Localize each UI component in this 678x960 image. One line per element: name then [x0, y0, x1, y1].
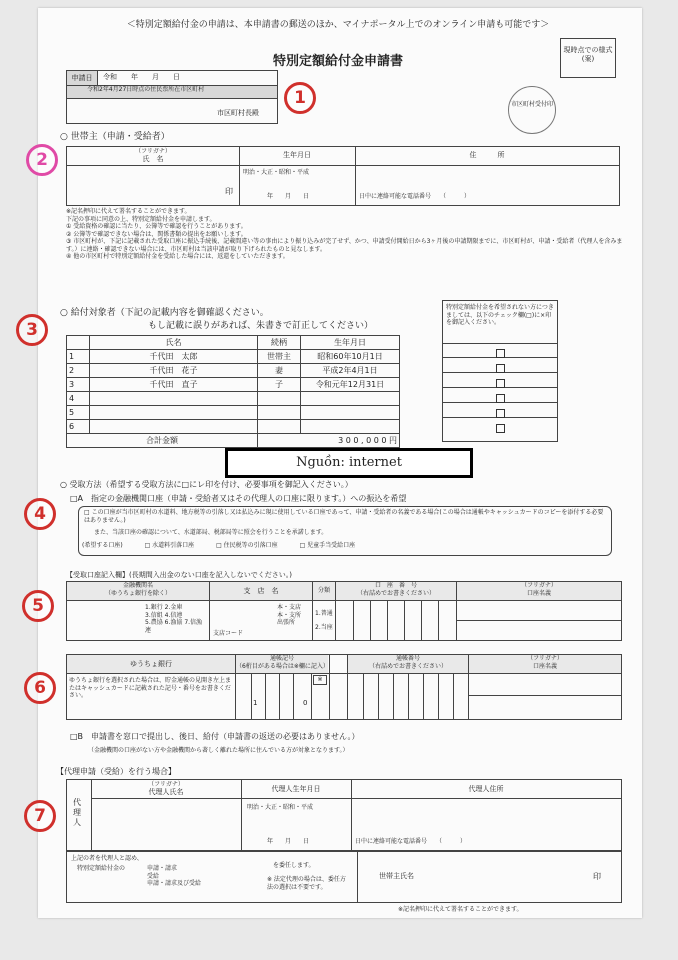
option-a-note2: また、当該口座の確認について、水道部局、税部局等に照会を行うことを承諾します。	[94, 529, 328, 536]
proxy-furigana: （フリガナ）	[148, 781, 184, 788]
source-label: Nguồn: internet	[225, 448, 473, 478]
phone-label: 日中に連絡可能な電話番号 （ ）	[359, 193, 471, 200]
residence-note: 令和2年4月27日時点の住民票所在市区町村	[67, 86, 277, 98]
optout-checkbox[interactable]	[496, 394, 505, 403]
bank-name-sub: （ゆうちょ銀行を除く）	[104, 589, 171, 597]
optout-checkbox[interactable]	[496, 364, 505, 373]
table-row: 2 千代田 花子 妻 平成2年4月1日	[67, 364, 400, 378]
yucho-holder-header	[469, 655, 621, 673]
sample-stamp: 現時点での様式(案)	[560, 38, 616, 78]
table-row: 6	[67, 420, 400, 434]
pref-tax[interactable]: □ 住民税等の引落口座	[216, 542, 278, 549]
footer-note: ※記名押印に代えて署名することができます。	[398, 906, 523, 913]
marker-4: 4	[24, 498, 56, 530]
marker-6: 6	[24, 672, 56, 704]
application-date-value: 令和 年 月 日	[103, 73, 180, 81]
yucho-note: ゆうちょ銀行を選択された場合は、貯金通帳の見開き左上またはキャッシュカードに記載された記号・番号をお書きください。	[69, 677, 232, 699]
optout-note: 特別定額給付金を希望されない方につきましては、以下のチェック欄(□)に×印を御記入ください。	[446, 304, 554, 326]
account-heading: 【受取口座記入欄】(長期間入出金のない口座を記入しないでください。)	[66, 571, 292, 579]
option-b[interactable]: □B 申請書を窓口で提出し、後日、給付（申請書の返送の必要はありません。）	[70, 732, 360, 741]
reception-stamp: 市区町村受付印	[508, 86, 556, 134]
marker-2: 2	[26, 144, 58, 176]
mayor-label: 市区町村長殿	[217, 109, 259, 117]
delegation-option[interactable]: 申請・請求	[147, 865, 178, 872]
delegation-box	[66, 851, 622, 903]
marker-3: 3	[16, 314, 48, 346]
proxy-heading: 【代理申請（受給）を行う場合】	[56, 767, 176, 776]
holder-header	[457, 582, 621, 600]
total-value: 3 0 0 , 0 0 0 円	[258, 434, 400, 448]
col-relation: 続柄	[258, 336, 301, 350]
bank-account-table	[66, 581, 622, 641]
yucho-holder-furigana: （フリガナ）	[527, 655, 563, 662]
proxy-phone-label: 日中に連絡可能な電話番号 （ ）	[355, 838, 467, 845]
number-sub: （右詰めでお書きください）	[368, 662, 447, 670]
online-notice: ＜特別定額給付金の申請は、本申請書の郵送のほか、マイナポータル上でのオンライン申請も可能です＞	[126, 20, 550, 30]
pref-water[interactable]: □ 水道料引落口座	[144, 542, 195, 549]
birth-label: 生年月日	[283, 151, 311, 159]
name-label: 氏 名	[142, 155, 164, 163]
col-birth: 生年月日	[301, 336, 400, 350]
proxy-table	[66, 779, 622, 851]
note-line: 下記の事項に同意の上、特別定額給付金を申請します。	[66, 215, 216, 223]
extra-digit-mark: ※	[313, 675, 327, 685]
number-header	[348, 655, 468, 673]
optout-checkbox[interactable]	[496, 379, 505, 388]
branch-code-label: 支店コード	[213, 630, 244, 637]
account-number-label: 口 座 番 号	[374, 582, 417, 589]
account-number-header	[336, 582, 456, 600]
birth-ymd: 年 月 日	[267, 193, 310, 200]
yucho-holder-label: 口座名義	[532, 662, 557, 670]
beneficiaries-subheading: もし記載に誤りがあれば、朱書きで訂正してください）	[148, 321, 374, 331]
head-seal-mark: 印	[593, 872, 601, 881]
marker-1: 1	[284, 82, 316, 114]
era-options: 明治・大正・昭和・平成	[243, 169, 310, 176]
optout-checkboxes	[443, 343, 557, 432]
proxy-name-label: 代理人氏名	[148, 788, 184, 796]
option-b-note: （金融機関の口座がない方や金融機関から著しく離れた場所に住んでいる方が対象となります。）	[88, 747, 349, 754]
category-options: 1.普通 2.当座	[315, 610, 333, 631]
note-line: ③ 市区町村が、下記に記載された受取口座に振込手続後、記載間違い等の事由により振り込みが完了せず、かつ、申請受付開始日から3ヶ月後の申請期限までに、市区町村が、申請・受給者（代理人を含みます。）に連絡・確認できない場合には、市区町村は当該申請が取り下げられたものと見なします。	[66, 238, 623, 253]
proxy-era-options: 明治・大正・昭和・平成	[247, 804, 314, 811]
optout-checkbox[interactable]	[496, 424, 505, 433]
delegation-option[interactable]: 申請・請求及び受給	[147, 880, 202, 887]
branch-types: 本・支店 本・支所 出張所	[277, 604, 302, 626]
bank-types: 1.銀行 2.金庫 3.信組 4.信連 5.農協 6.漁協 7.信漁連	[145, 604, 203, 634]
symbol-digit-2: 0	[303, 699, 308, 707]
consent-notes	[66, 208, 626, 261]
delegation-options	[147, 865, 227, 888]
option-a-note: □ この口座が当市区町村の水道料、地方税等の引落し又は払込みに現に使用している口座であって、申請・受給者の名義である場合(この場合は通帳やキャッシュカードのコピーを添付する必要はありません。)	[84, 509, 604, 524]
branch-label: 支 店 名	[210, 582, 312, 600]
table-row: 1 千代田 太郎 世帯主 昭和60年10月1日	[67, 350, 400, 364]
marker-7: 7	[24, 800, 56, 832]
number-label: 通帳番号	[395, 655, 420, 662]
optout-checkbox[interactable]	[496, 349, 505, 358]
receipt-method-heading: ○ 受取方法（希望する受取方法に□にレ印を付け、必要事項を御記入ください。）	[60, 480, 353, 489]
delegation-end: を委任します。	[273, 862, 315, 869]
note-line: ※記名押印に代えて署名することができます。	[66, 208, 191, 215]
head-of-household-heading: ○ 世帯主（申請・受給者）	[60, 132, 170, 142]
yucho-label: ゆうちょ銀行	[67, 655, 235, 673]
furigana-label: （フリガナ）	[135, 148, 171, 155]
beneficiaries-heading: ○ 給付対象者（下記の記載内容を御確認ください。	[60, 308, 269, 318]
account-number-sub: （右詰めでお書きください）	[356, 589, 435, 597]
yucho-table	[66, 654, 622, 720]
symbol-digit-1: 1	[253, 699, 258, 707]
delegation-option[interactable]: 受給	[147, 872, 160, 880]
application-date-box	[66, 70, 278, 124]
beneficiaries-table	[66, 335, 400, 448]
note-line: ② 公簿等で確認できない場合は、関係書類の提出をお願いします。	[66, 230, 247, 238]
seal-mark: 印	[225, 187, 233, 196]
note-line: ④ 他の市区町村で特別定額給付金を受給した場合には、返還をしていただきます。	[66, 253, 289, 260]
delegation-intro: 上記の者を代理人と認め、	[71, 855, 143, 862]
table-row: 3 千代田 直子 子 令和元年12月31日	[67, 378, 400, 392]
symbol-label: 通帳記号	[269, 655, 294, 662]
note-line: ① 受給資格の確認に当たり、公簿等で確認を行うことがあります。	[66, 223, 247, 230]
bank-name-header	[67, 582, 209, 600]
total-label: 合計金額	[67, 434, 258, 448]
pref-child[interactable]: □ 児童手当受給口座	[299, 542, 356, 549]
marker-5: 5	[22, 590, 54, 622]
head-of-household-table	[66, 146, 620, 206]
proxy-label: 代理人	[73, 798, 81, 827]
table-row: 5	[67, 406, 400, 420]
holder-furigana: （フリガナ）	[521, 582, 557, 589]
option-a[interactable]: □A 指定の金融機関口座（申請・受給者又はその代理人の口座に限ります。）への振込を希望	[70, 494, 407, 503]
preferred-accounts	[82, 542, 622, 550]
head-name-label: 世帯主氏名	[379, 872, 414, 880]
application-date-label: 申請日	[67, 71, 98, 85]
table-row: 4	[67, 392, 400, 406]
total-row	[67, 434, 400, 448]
symbol-sub: （6桁目がある場合は※欄に記入）	[236, 662, 329, 670]
delegation-note: ※ 法定代理の場合は、委任方法の選択は不要です。	[267, 876, 346, 891]
optout-checkbox[interactable]	[496, 409, 505, 418]
symbol-header	[236, 655, 328, 673]
form-title: 特別定額給付金申請書	[272, 54, 403, 69]
col-name: 氏名	[90, 336, 258, 350]
optout-box	[442, 300, 558, 442]
address-label: 住 所	[469, 151, 505, 159]
proxy-birth-ymd: 年 月 日	[267, 838, 310, 845]
holder-label: 口座名義	[526, 589, 551, 597]
preferred-label: (希望する口座)	[82, 542, 123, 549]
delegation-subject: 特別定額給付金の	[77, 865, 126, 872]
category-label: 分類	[313, 582, 335, 600]
proxy-address-label: 代理人住所	[468, 785, 504, 793]
proxy-birth-label: 代理人生年月日	[271, 785, 321, 793]
bank-name-label: 金融機関名	[122, 582, 153, 589]
